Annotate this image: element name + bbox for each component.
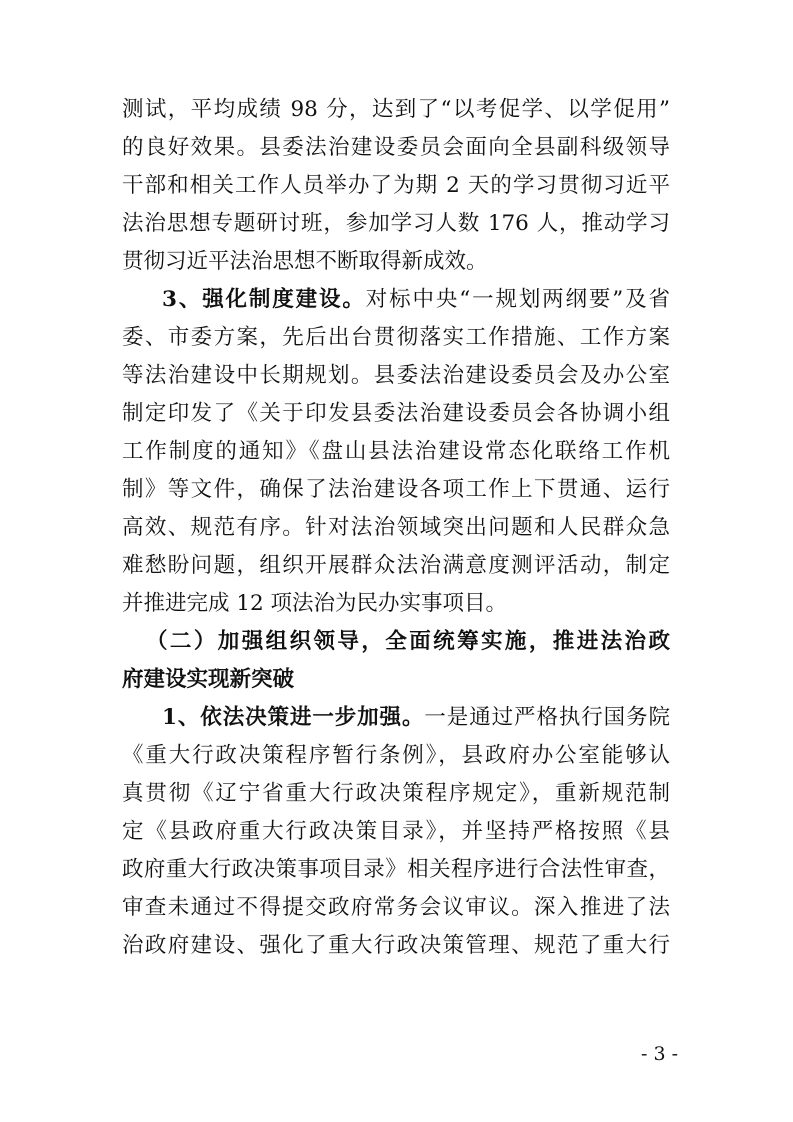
body-line-7: 委、市委方案，先后出台贯彻落实工作措施、工作方案: [122, 325, 670, 350]
section-item-1-heading: 1、依法决策进一步加强。: [162, 705, 425, 730]
section-heading-2-line-2: 府建设实现新突破: [122, 667, 295, 692]
section-item-1-text: 一是通过严格执行国务院: [424, 705, 670, 730]
section-item-3-line: [162, 285, 670, 315]
body-line-23: 治政府建设、强化了重大行政决策管理、规范了重大行: [122, 933, 670, 958]
body-line-12: 高效、规范有序。针对法治领域突出问题和人民群众急: [122, 515, 670, 540]
body-line-11: 制》等文件，确保了法治建设各项工作上下贯通、运行: [122, 477, 670, 502]
section-item-3-heading: 3、强化制度建设。: [162, 287, 366, 312]
body-line-13: 难愁盼问题，组织开展群众法治满意度测评活动，制定: [122, 553, 670, 578]
body-line-19: 真贯彻《辽宁省重大行政决策程序规定》，重新规范制: [122, 781, 670, 806]
body-line-14: 并推进完成 12 项法治为民办实事项目。: [122, 591, 508, 616]
body-line-18: 《重大行政决策程序暂行条例》，县政府办公室能够认: [122, 743, 670, 768]
body-line-8: 等法治建设中长期规划。县委法治建设委员会及办公室: [122, 363, 670, 388]
body-line-9: 制定印发了《关于印发县委法治建设委员会各协调小组: [122, 401, 670, 426]
body-line-10: 工作制度的通知》《盘山县法治建设常态化联络工作机: [122, 439, 670, 464]
body-line-20: 定《县政府重大行政决策目录》，并坚持严格按照《县: [122, 819, 670, 844]
page-number: - 3 -: [640, 1043, 678, 1065]
section-item-3-text: 对标中央“一规划两纲要”及省: [365, 287, 671, 312]
section-item-1-line: [162, 703, 670, 733]
body-line-3: 干部和相关工作人员举办了为期 2 天的学习贯彻习近平: [122, 173, 670, 198]
body-line-2: 的良好效果。县委法治建设委员会面向全县副科级领导: [122, 135, 670, 160]
body-line-5: 贯彻习近平法治思想不断取得新成效。: [122, 249, 488, 274]
section-heading-2-line-1: （二）加强组织领导，全面统筹实施，推进法治政: [146, 629, 670, 654]
body-line-4: 法治思想专题研讨班，参加学习人数 176 人，推动学习: [122, 211, 670, 236]
body-line-22: 审查未通过不得提交政府常务会议审议。深入推进了法: [122, 895, 670, 920]
body-line-21: 政府重大行政决策事项目录》相关程序进行合法性审查，: [122, 857, 670, 882]
body-line-1: 测试，平均成绩 98 分，达到了“以考促学、以学促用”: [122, 97, 670, 122]
